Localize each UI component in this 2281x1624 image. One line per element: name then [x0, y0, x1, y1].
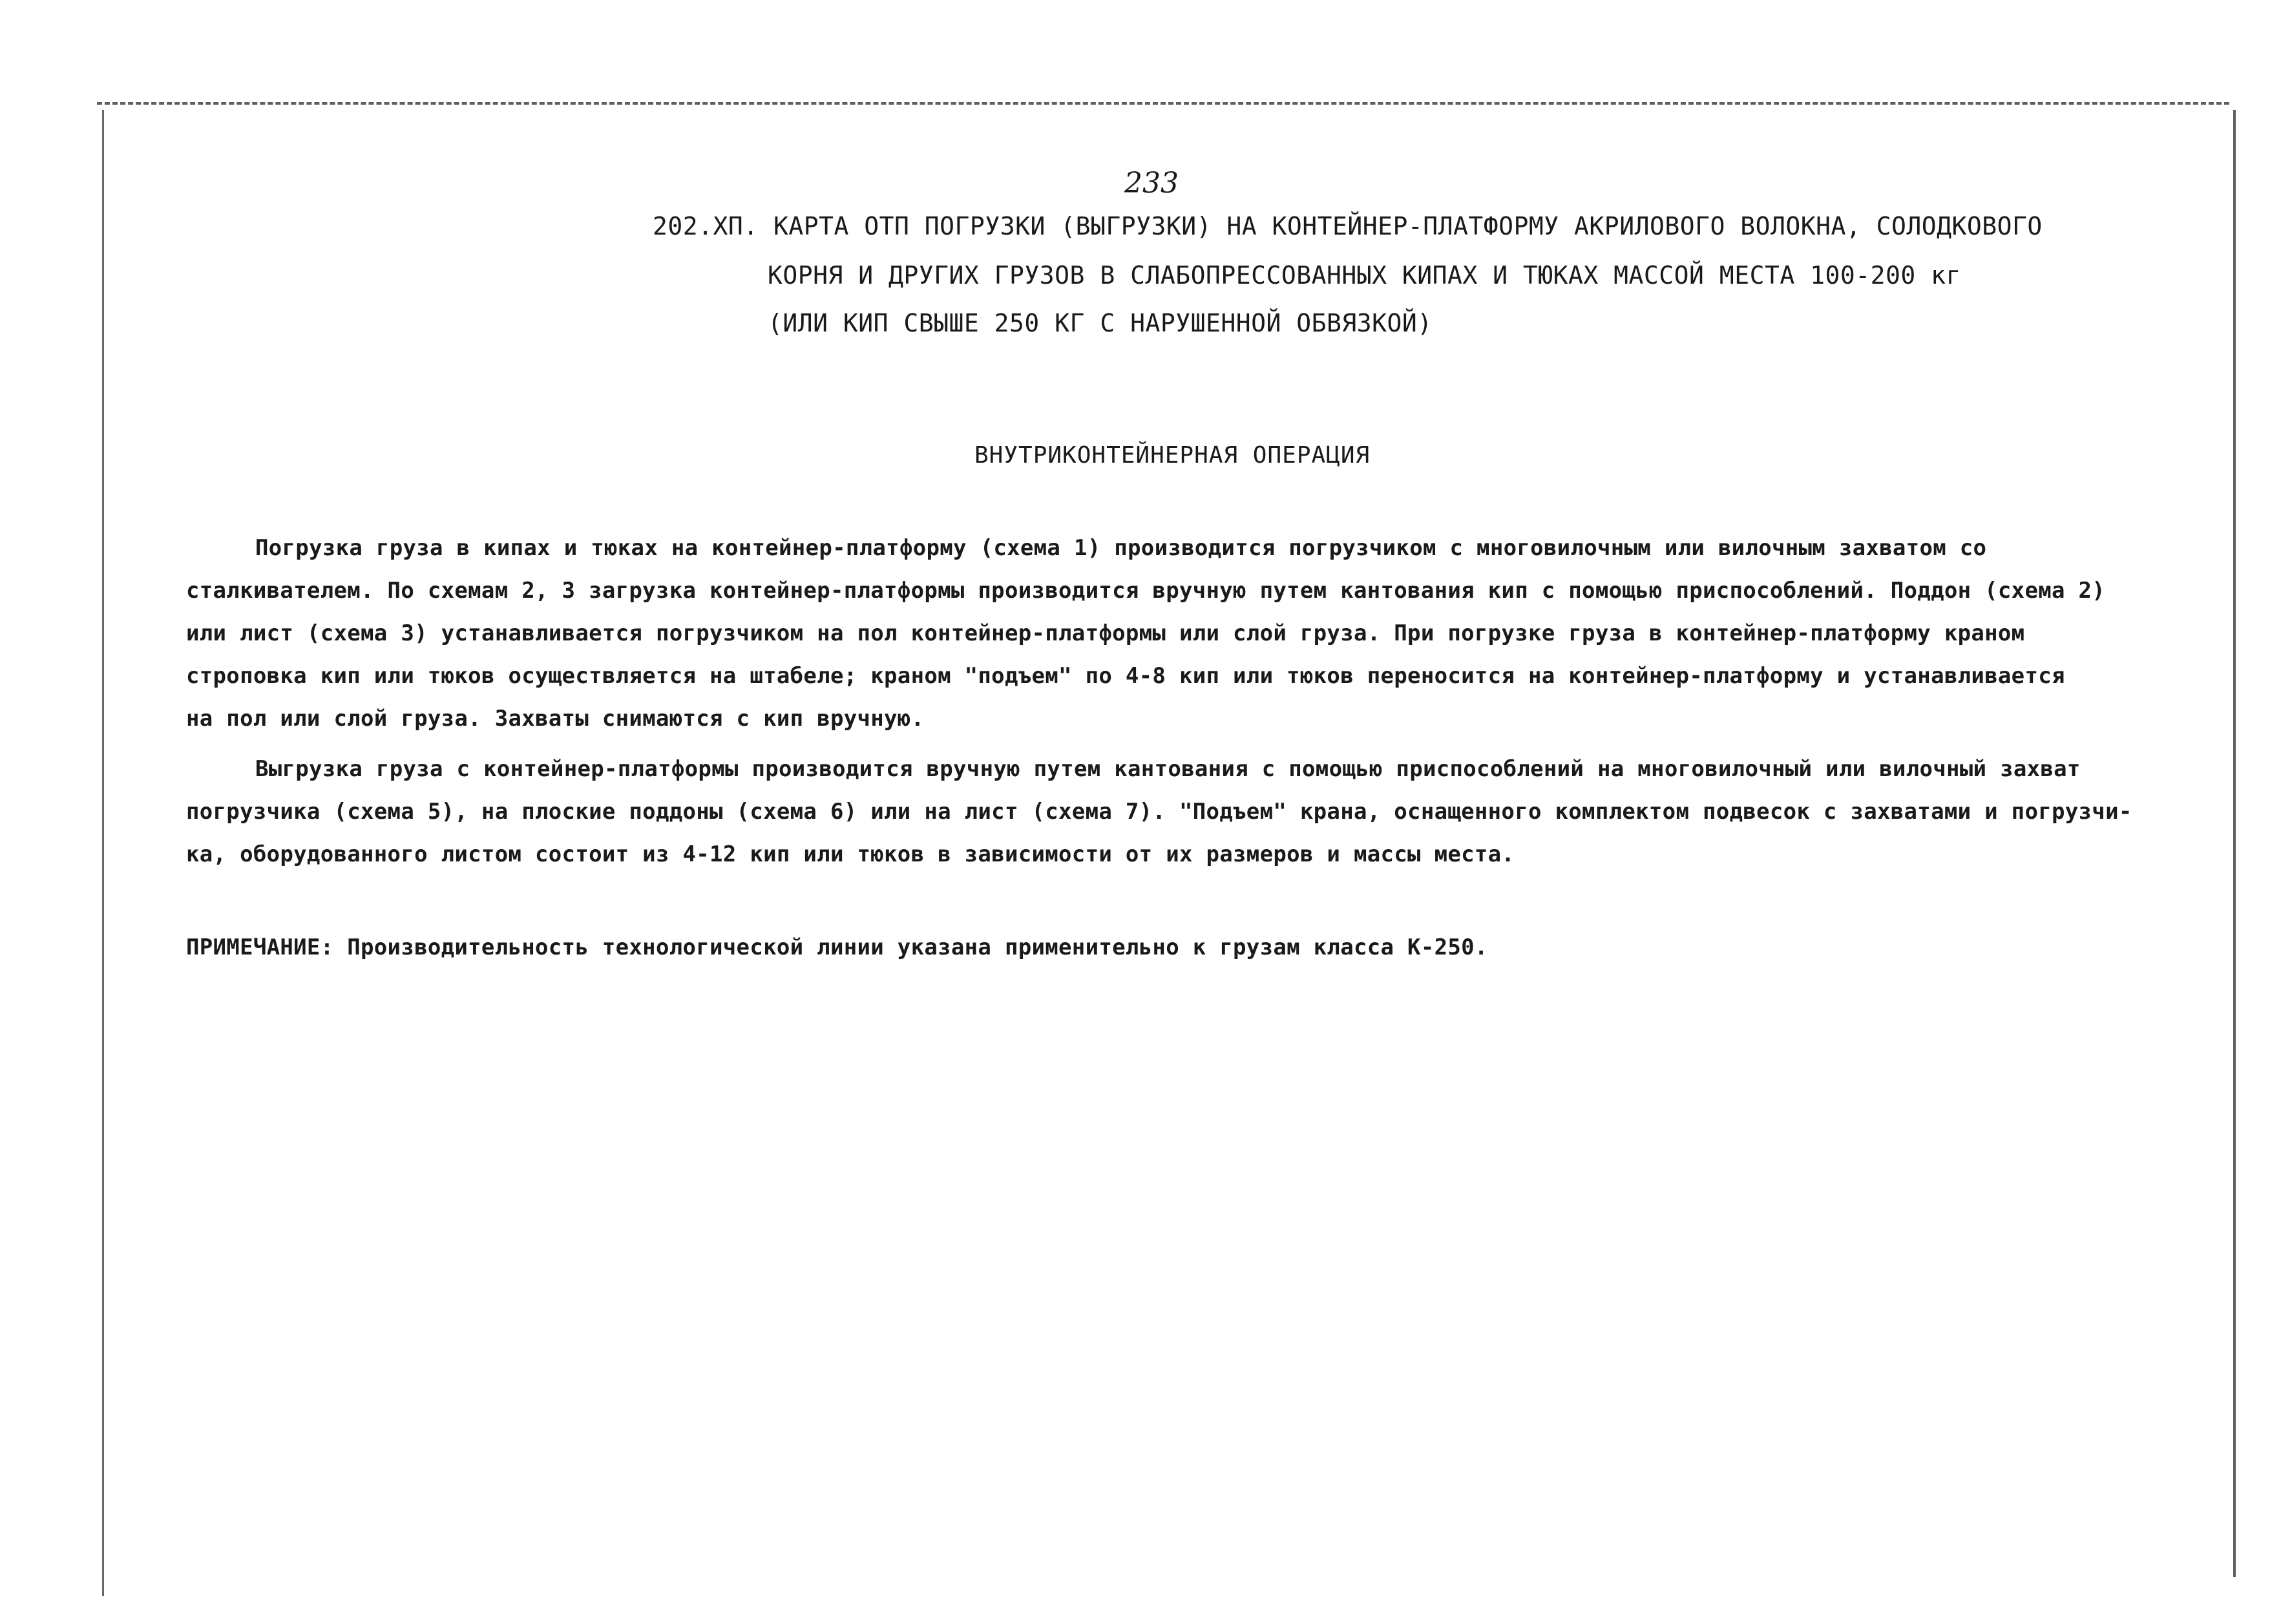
frame-right-border	[2233, 110, 2236, 1577]
paragraph-line: строповка кип или тюков осуществляется на штабеле; краном "подъем" по 4-8 кип или тюков переносится на контейнер-платформу и устанавливается	[186, 663, 2065, 689]
paragraph-line: или лист (схема 3) устанавливается погрузчиком на пол контейнер-платформы или слой груза. При погрузке груза в контейнер-платформу краном	[186, 620, 2025, 646]
paragraph-line: на пол или слой груза. Захваты снимаются с кип вручную.	[186, 706, 925, 732]
paragraph-line: ка, оборудованного листом состоит из 4-12 кип или тюков в зависимости от их размеров и массы места.	[186, 841, 1515, 867]
frame-top-border	[97, 102, 2229, 105]
document-title-line-2: КОРНЯ И ДРУГИХ ГРУЗОВ В СЛАБОПРЕССОВАННЫХ КИПАХ И ТЮКАХ МАССОЙ МЕСТА 100-200 кг	[768, 261, 1961, 290]
frame-left-border	[102, 110, 104, 1596]
paragraph-line: Выгрузка груза с контейнер-платформы производится вручную путем кантования с помощью приспособлений на многовилочный или вилочный захват	[255, 756, 2081, 782]
document-title-line-3: (ИЛИ КИП СВЫШЕ 250 КГ С НАРУШЕННОЙ ОБВЯЗКОЙ)	[768, 309, 1433, 337]
page-number: 233	[1124, 167, 1179, 200]
paragraph-line: Погрузка груза в кипах и тюках на контейнер-платформу (схема 1) производится погрузчиком с многовилочным или вилочным захватом со	[255, 535, 1987, 561]
paragraph-line: погрузчика (схема 5), на плоские поддоны (схема 6) или на лист (схема 7). "Подъем" крана, оснащенного комплектом подвесок с захватами и погрузчи-	[186, 799, 2132, 825]
paragraph-line: сталкивателем. По схемам 2, 3 загрузка контейнер-платформы производится вручную путем кантования кип с помощью приспособлений. Поддон (схема 2)	[186, 578, 2106, 604]
document-title-line-1: 202.ХП. КАРТА ОТП ПОГРУЗКИ (ВЫГРУЗКИ) НА КОНТЕЙНЕР-ПЛАТФОРМУ АКРИЛОВОГО ВОЛОКНА, СОЛОДКОВОГО	[653, 212, 2043, 240]
note-text: ПРИМЕЧАНИЕ: Производительность технологической линии указана применительно к грузам класса К-250.	[186, 934, 1488, 960]
section-heading: ВНУТРИКОНТЕЙНЕРНАЯ ОПЕРАЦИЯ	[974, 442, 1371, 469]
